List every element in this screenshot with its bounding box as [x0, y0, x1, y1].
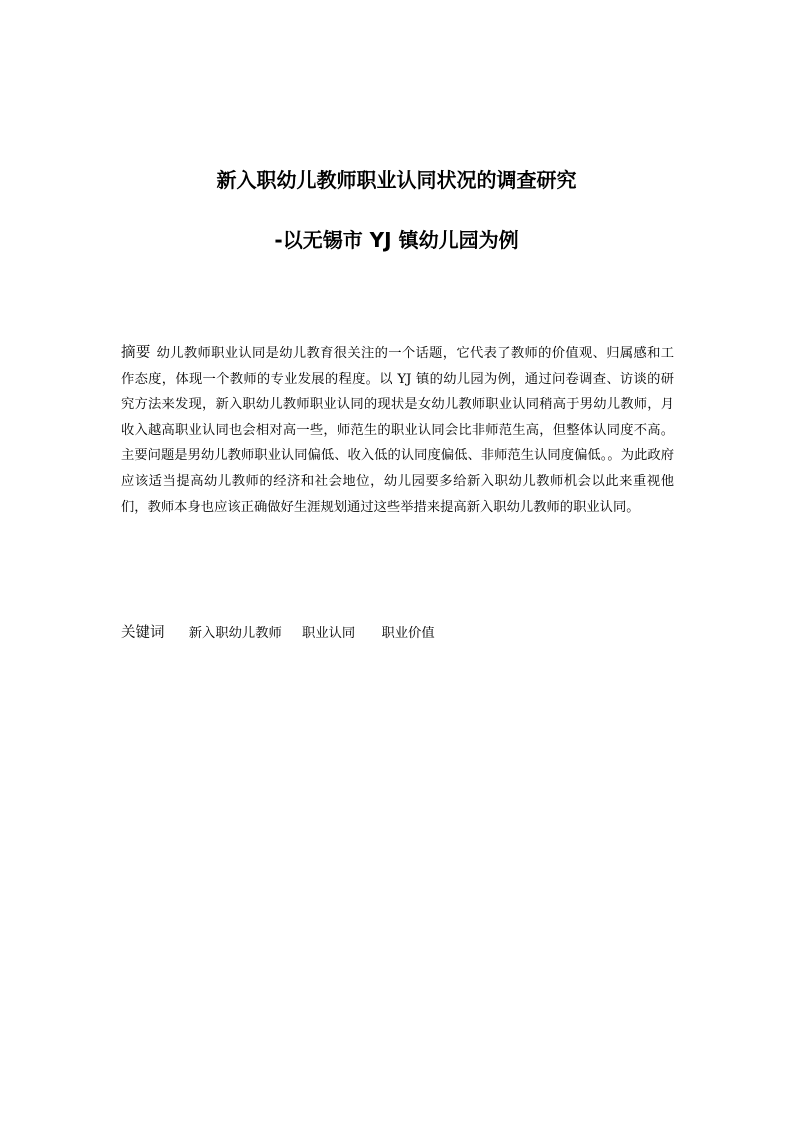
page-title: 新入职幼儿教师职业认同状况的调查研究	[216, 168, 577, 192]
keyword-item: 新入职幼儿教师	[188, 626, 282, 641]
abstract-section	[121, 341, 674, 520]
abstract-text: 幼儿教师职业认同是幼儿教育很关注的一个话题，它代表了教师的价值观、归属感和工作态度，体现一个教师的专业发展的程度。以 YJ 镇的幼儿园为例，通过问卷调查、访谈的研究方法来发现，新入职幼儿教师职业认同的现状是女幼儿教师职业认同稍高于男幼儿教师，月收入越高职业认同也会相对高一些，师范生的职业认同会比非师范生高，但整体认同度不高。主要问题是男幼儿教师职业认同偏低、收入低的认同度偏低、非师范生认同度偏低。。为此政府应该适当提高幼儿教师的经济和社会地位，幼儿园要多给新入职幼儿教师机会以此来重视他们，教师本身也应该正确做好生涯规划通过这些举措来提高新入职幼儿教师的职业认同。	[121, 346, 675, 515]
keywords-label: 关键词	[121, 625, 165, 641]
keywords-section	[121, 620, 674, 647]
page-subtitle: -以无锡市 YJ 镇幼儿园为例	[274, 228, 519, 252]
abstract-label: 摘要	[121, 345, 151, 361]
keyword-item: 职业认同	[302, 626, 356, 641]
keyword-item: 职业价值	[381, 626, 435, 641]
